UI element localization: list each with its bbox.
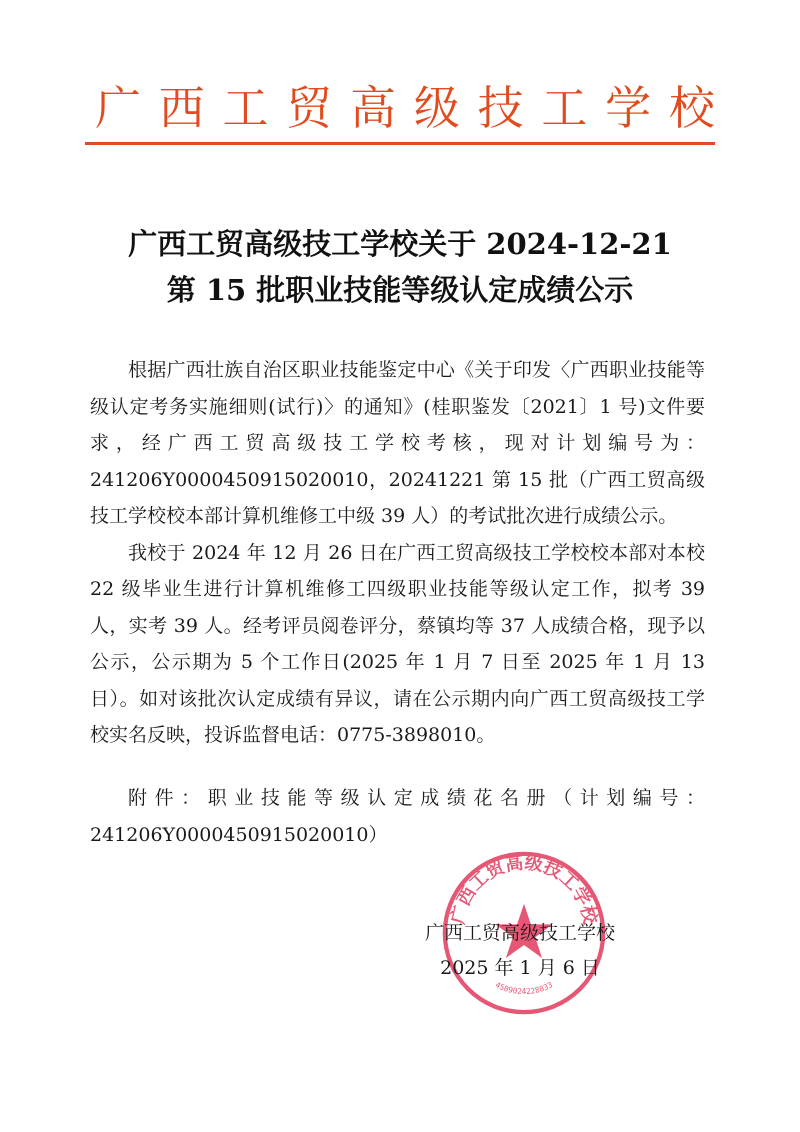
letterhead-char: 校 — [668, 81, 715, 135]
paragraph-1: 根据广西壮族自治区职业技能鉴定中心《关于印发〈广西职业技能等级认定考务实施细则(试行)〉的通知》(桂职鉴发〔2021〕1 号)文件要求，经广西工贸高级技工学校考核，现对计划编号为：241206Y0000450915020010，20241221 第 15 批（广西工贸高级技工学校校本部计算机维修工中级 39 人）的考试批次进行成绩公示。 — [90, 359, 705, 527]
body-text — [90, 352, 705, 754]
seal-text: 广西工贸高级技工学校 — [447, 852, 601, 926]
letterhead-char: 技 — [477, 81, 524, 135]
paragraph-2: 我校于 2024 年 12 月 26 日在广西工贸高级技工学校校本部对本校 22 级毕业生进行计算机维修工四级职业技能等级认定工作，拟考 39 人，实考 39 人。经考评员阅卷评分，蔡镇均等 37 人成绩合格，现予以公示，公示期为 5 个工作日(2025 年 1 月 7 日至 2025 年 1 月 13 日）。如对该批次认定成绩有异议，请在公示期内向广西工贸高级技工学校实名反映，投诉监督电话：0775-3898010。 — [90, 541, 705, 746]
document-title-line-2: 第 15 批职业技能等级认定成绩公示 — [166, 273, 634, 307]
letterhead-char: 工 — [222, 81, 269, 135]
attachment-note — [90, 780, 705, 853]
letterhead-char: 西 — [158, 81, 205, 135]
letterhead-char: 广 — [95, 81, 141, 135]
letterhead — [95, 80, 715, 136]
seal-number: 4509024228833 — [493, 980, 555, 997]
document-title-line-1: 广西工贸高级技工学校关于 2024-12-21 — [128, 227, 672, 261]
letterhead-rule — [85, 142, 715, 145]
letterhead-char: 贸 — [286, 81, 333, 135]
signature-organization: 广西工贸高级技工学校 — [424, 922, 615, 944]
letterhead-char: 高 — [350, 81, 397, 135]
signature-date: 2025 年 1 月 6 日 — [440, 957, 600, 979]
letterhead-char: 工 — [541, 81, 588, 135]
attachment-text: 附件：职业技能等级认定成绩花名册（计划编号：241206Y0000450915020010） — [90, 787, 705, 846]
letterhead-char: 级 — [413, 81, 460, 135]
letterhead-char: 学 — [605, 81, 652, 135]
